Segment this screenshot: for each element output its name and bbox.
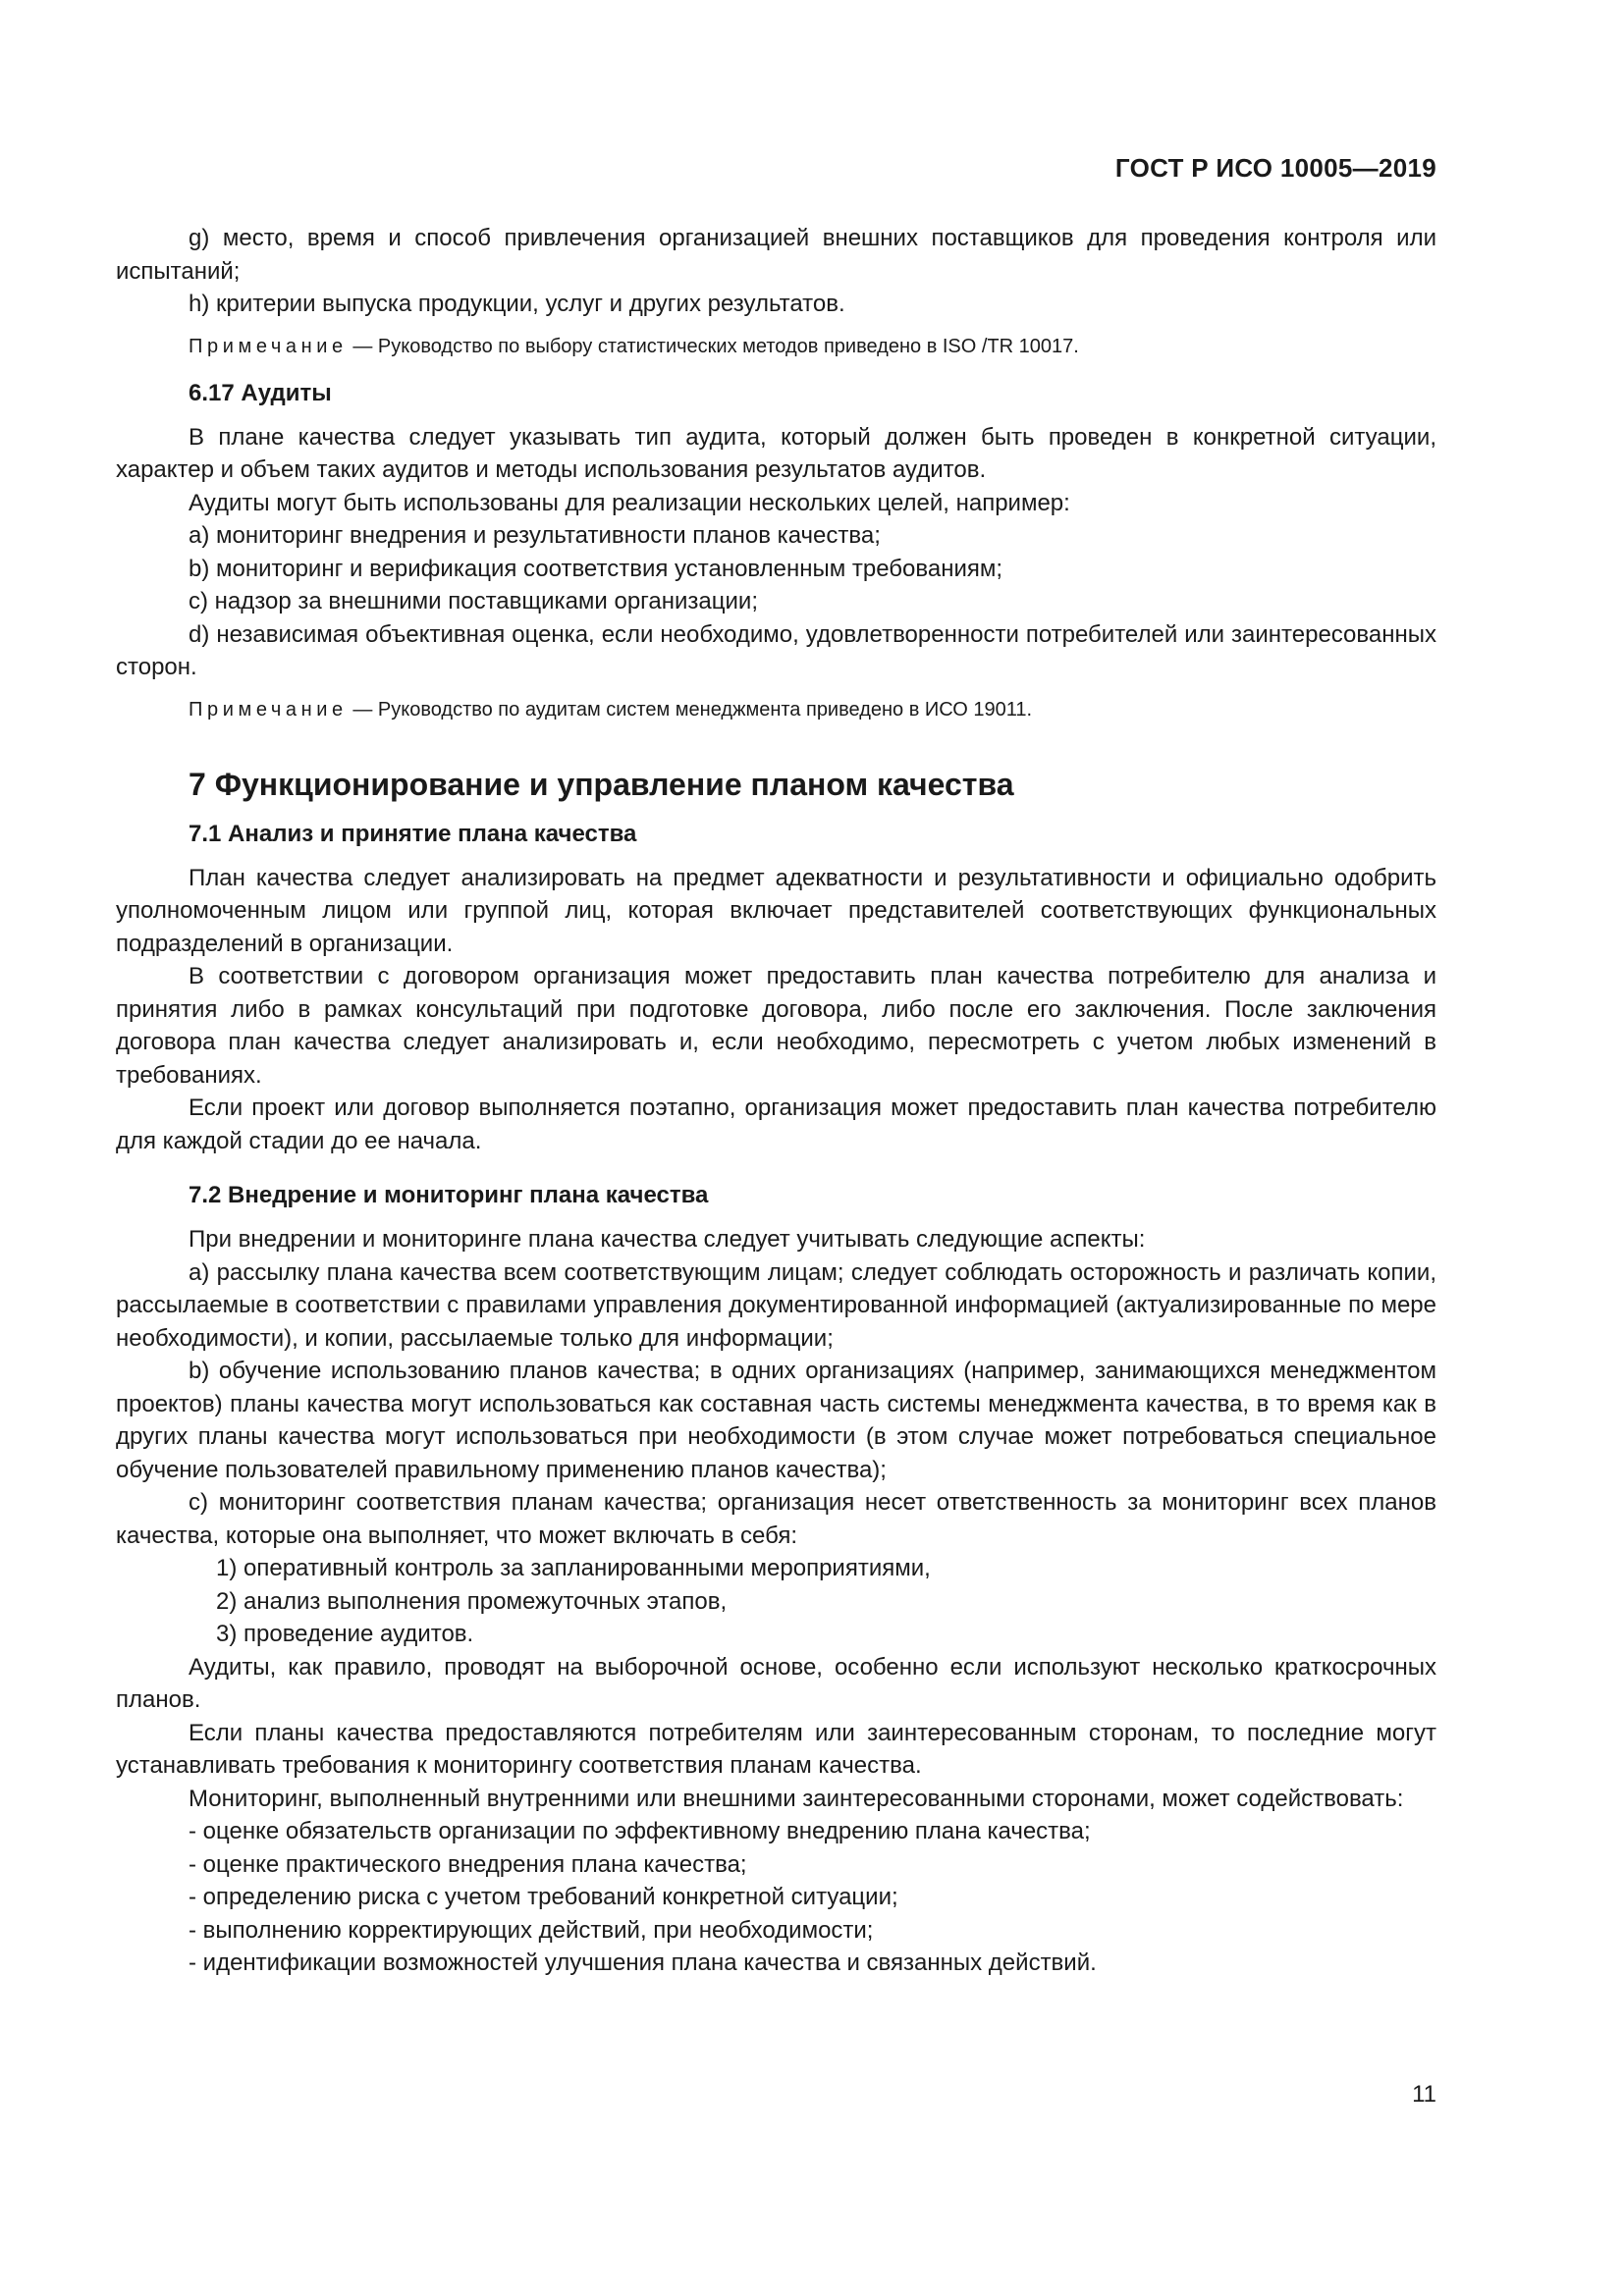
paragraph: План качества следует анализировать на предмет адекватности и результативности и официально одобрить уполномоченным лицом или группой лиц, которая включает представителей соответствующих функциональных подразделений в организации. bbox=[116, 864, 1436, 957]
dash-list-item: - выполнению корректирующих действий, при необходимости; bbox=[189, 1916, 874, 1944]
list-item-h: h) критерии выпуска продукции, услуг и других результатов. bbox=[189, 291, 845, 317]
list-item-c: c) мониторинг соответствия планам качества; организация несет ответственность за мониторинг всех планов качества, которые она выполняет, что может включать в себя: bbox=[116, 1489, 1436, 1549]
list-item-d: d) независимая объективная оценка, если необходимо, удовлетворенности потребителей или заинтересованных сторон. bbox=[116, 620, 1436, 680]
paragraph: Мониторинг, выполненный внутренними или внешними заинтересованными сторонами, может содействовать: bbox=[189, 1785, 1404, 1812]
section-heading-7-1: 7.1 Анализ и принятие плана качества bbox=[189, 820, 637, 847]
page-number: 11 bbox=[1412, 2081, 1436, 2108]
list-item-g: g) место, время и способ привлечения организацией внешних поставщиков для проведения контроля или испытаний; bbox=[116, 225, 1436, 285]
sublist-item-2: 2) анализ выполнения промежуточных этапов, bbox=[216, 1587, 728, 1615]
paragraph: Если планы качества предоставляются потребителям или заинтересованным сторонам, то последние могут устанавливать требования к мониторингу соответствия планам качества. bbox=[116, 1719, 1436, 1779]
sublist-item-3: 3) проведение аудитов. bbox=[216, 1621, 474, 1647]
note-audits bbox=[116, 696, 1436, 723]
note-label: Примечание bbox=[189, 698, 348, 721]
paragraph: В плане качества следует указывать тип аудита, который должен быть проведен в конкретной ситуации, характер и объем таких аудитов и методы использования результатов аудитов. bbox=[116, 423, 1436, 483]
dash-list-item: - оценке практического внедрения плана качества; bbox=[189, 1850, 747, 1878]
list-item-a: a) мониторинг внедрения и результативности планов качества; bbox=[189, 522, 881, 549]
note-statistical-methods bbox=[116, 333, 1436, 360]
paragraph: Аудиты, как правило, проводят на выборочной основе, особенно если используют несколько краткосрочных планов. bbox=[116, 1653, 1436, 1713]
section-heading-7-2: 7.2 Внедрение и мониторинг плана качества bbox=[189, 1182, 709, 1208]
list-item-b: b) мониторинг и верификация соответствия установленным требованиям; bbox=[189, 555, 1003, 582]
note-text: — Руководство по выбору статистических методов приведено в ISO /TR 10017. bbox=[347, 335, 1079, 357]
paragraph: При внедрении и мониторинге плана качества следует учитывать следующие аспекты: bbox=[189, 1226, 1146, 1253]
paragraph: Аудиты могут быть использованы для реализации нескольких целей, например: bbox=[189, 489, 1070, 516]
dash-list-item: - оценке обязательств организации по эффективному внедрению плана качества; bbox=[189, 1818, 1091, 1844]
dash-list-item: - определению риска с учетом требований конкретной ситуации; bbox=[189, 1884, 898, 1910]
dash-list-item: - идентификации возможностей улучшения плана качества и связанных действий. bbox=[189, 1949, 1097, 1976]
document-body bbox=[116, 222, 1436, 1980]
paragraph: Если проект или договор выполняется поэтапно, организация может предоставить план качества потребителю для каждой стадии до ее начала. bbox=[116, 1095, 1436, 1154]
paragraph: В соответствии с договором организация может предоставить план качества потребителю для анализа и принятия либо в рамках консультаций при подготовке договора, либо после его заключения. После заключения договора план качества следует анализировать и, если необходимо, пересмотреть с учетом любых изменений в требованиях. bbox=[116, 963, 1436, 1089]
note-label: Примечание bbox=[189, 335, 348, 357]
note-text: — Руководство по аудитам систем менеджмента приведено в ИСО 19011. bbox=[347, 698, 1033, 721]
list-item-a: a) рассылку плана качества всем соответствующим лицам; следует соблюдать осторожность и различать копии, рассылаемые в соответствии с правилами управления документированной информацией (актуализированные по мере необходимости), и копии, рассылаемые только для информации; bbox=[116, 1258, 1436, 1352]
list-item-b: b) обучение использованию планов качества; в одних организациях (например, занимающихся менеджментом проектов) планы качества могут использоваться как составная часть системы менеджмента качества, в то время как в других планы качества могут использоваться при необходимости (в этом случае может потребоваться специальное обучение пользователей правильному применению планов качества); bbox=[116, 1358, 1436, 1483]
sublist-item-1: 1) оперативный контроль за запланированными мероприятиями, bbox=[216, 1555, 931, 1581]
list-item-c: c) надзор за внешними поставщиками организации; bbox=[189, 588, 758, 614]
document-header: ГОСТ Р ИСО 10005—2019 bbox=[1114, 153, 1436, 183]
section-heading-6-17: 6.17 Аудиты bbox=[189, 379, 332, 406]
section-heading-7: 7 Функционирование и управление планом качества bbox=[189, 766, 1014, 802]
